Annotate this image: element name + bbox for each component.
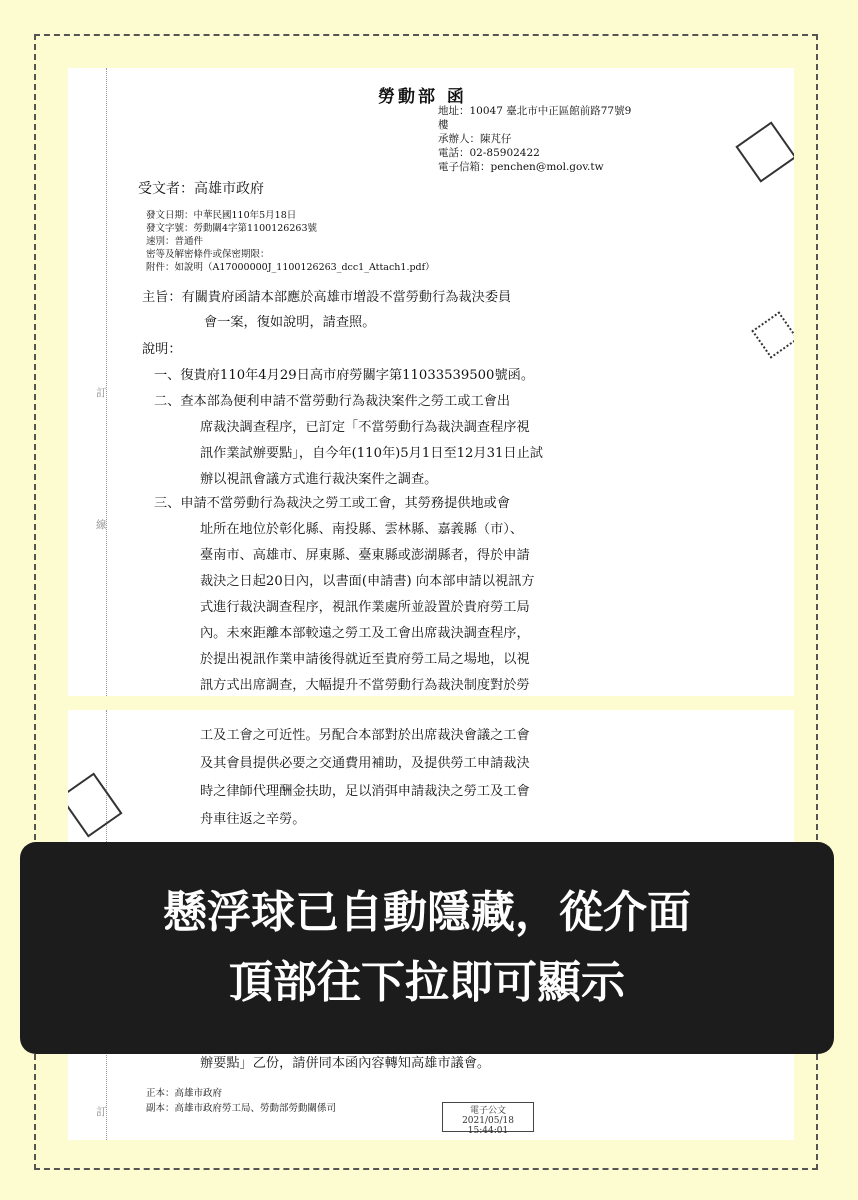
item-line: 臺南市、高雄市、屏東縣、臺東縣或澎湖縣者，得於申請	[200, 548, 530, 563]
item-line: 二、查本部為便利申請不當勞動行為裁決案件之勞工或工會出	[154, 394, 511, 409]
body-line: 辦要點」乙份，請併同本函內容轉知高雄市議會。	[200, 1056, 491, 1071]
binding-line	[106, 68, 107, 696]
item-line: 辦以視訊會議方式進行裁決案件之調查。	[200, 472, 438, 487]
document-title: 勞動部 函	[378, 87, 467, 107]
item-line: 訊方式出席調查，大幅提升不當勞動行為裁決制度對於勞	[200, 678, 530, 693]
body-line: 時之律師代理酬金扶助，足以消弭申請裁決之勞工及工會	[200, 784, 530, 799]
cc-recipients: 副本：高雄市政府勞工局、勞動部勞動關係司	[146, 1103, 337, 1114]
stamp-icon	[735, 121, 794, 182]
document-page-1	[68, 68, 794, 696]
seal-text: 電子公文	[469, 1106, 506, 1116]
margin-mark: 訂	[96, 387, 107, 399]
subject-line: 主旨：有關貴府函請本部應於高雄市增設不當勞動行為裁決委員	[142, 290, 512, 305]
item-line: 裁決之日起20日內，以書面(申請書) 向本部申請以視訊方	[200, 574, 535, 589]
confidentiality: 密等及解密條件或保密期限：	[146, 249, 270, 260]
stamp-icon	[751, 311, 794, 358]
attachment: 附件：如說明（A17000000J_1100126263_dcc1_Attach1.pdf）	[146, 262, 435, 273]
body-line: 及其會員提供必要之交通費用補助，及提供勞工申請裁決	[200, 756, 530, 771]
item-line: 內。未來距離本部較遠之勞工及工會出席裁決調查程序，	[200, 626, 530, 641]
seal-time: 15:44:01	[467, 1126, 509, 1136]
phone: 電話：02-85902422	[438, 147, 540, 159]
subject-line: 會一案，復如說明，請查照。	[204, 315, 376, 330]
item-line: 一、復貴府110年4月29日高市府勞關字第11033539500號函。	[154, 368, 535, 383]
address: 地址：10047 臺北市中正區館前路77號9	[438, 105, 632, 117]
floating-ball-hidden-toast	[20, 842, 834, 1054]
explain-heading: 說明：	[142, 342, 182, 357]
item-line: 三、申請不當勞動行為裁決之勞工或工會，其勞務提供地或會	[154, 496, 511, 511]
toast-line-1: 懸浮球已自動隱藏，從介面	[163, 887, 691, 938]
body-line: 工及工會之可近性。另配合本部對於出席裁決會議之工會	[200, 728, 530, 743]
margin-mark: 訂	[96, 1106, 107, 1118]
doc-number: 發文字號：勞動關4字第1100126263號	[146, 223, 317, 234]
item-line: 址所在地位於彰化縣、南投縣、雲林縣、嘉義縣（市）、	[200, 522, 524, 537]
contact-person: 承辦人：陳芃仔	[438, 133, 512, 145]
toast-line-2: 頂部往下拉即可顯示	[229, 957, 625, 1008]
issue-date: 發文日期：中華民國110年5月18日	[146, 210, 297, 221]
electronic-seal	[442, 1102, 534, 1136]
item-line: 席裁決調查程序，已訂定「不當勞動行為裁決調查程序視	[200, 420, 530, 435]
item-line: 訊作業試辦要點」，自今年(110年)5月1日至12月31日止試	[200, 446, 543, 461]
email: 電子信箱：penchen@mol.gov.tw	[438, 161, 604, 173]
speed: 速別：普通件	[146, 236, 204, 247]
main-recipient: 正本：高雄市政府	[146, 1088, 223, 1099]
seal-date: 2021/05/18	[462, 1116, 514, 1126]
recipient: 受文者：高雄市政府	[138, 181, 264, 197]
stamp-icon	[68, 772, 123, 837]
body-line: 舟車往返之辛勞。	[200, 812, 306, 827]
item-line: 式進行裁決調查程序，視訊作業處所並設置於貴府勞工局	[200, 600, 530, 615]
address-cont: 樓	[438, 119, 449, 131]
item-line: 於提出視訊作業申請後得就近至貴府勞工局之場地，以視	[200, 652, 530, 667]
margin-mark: 線	[96, 519, 107, 531]
